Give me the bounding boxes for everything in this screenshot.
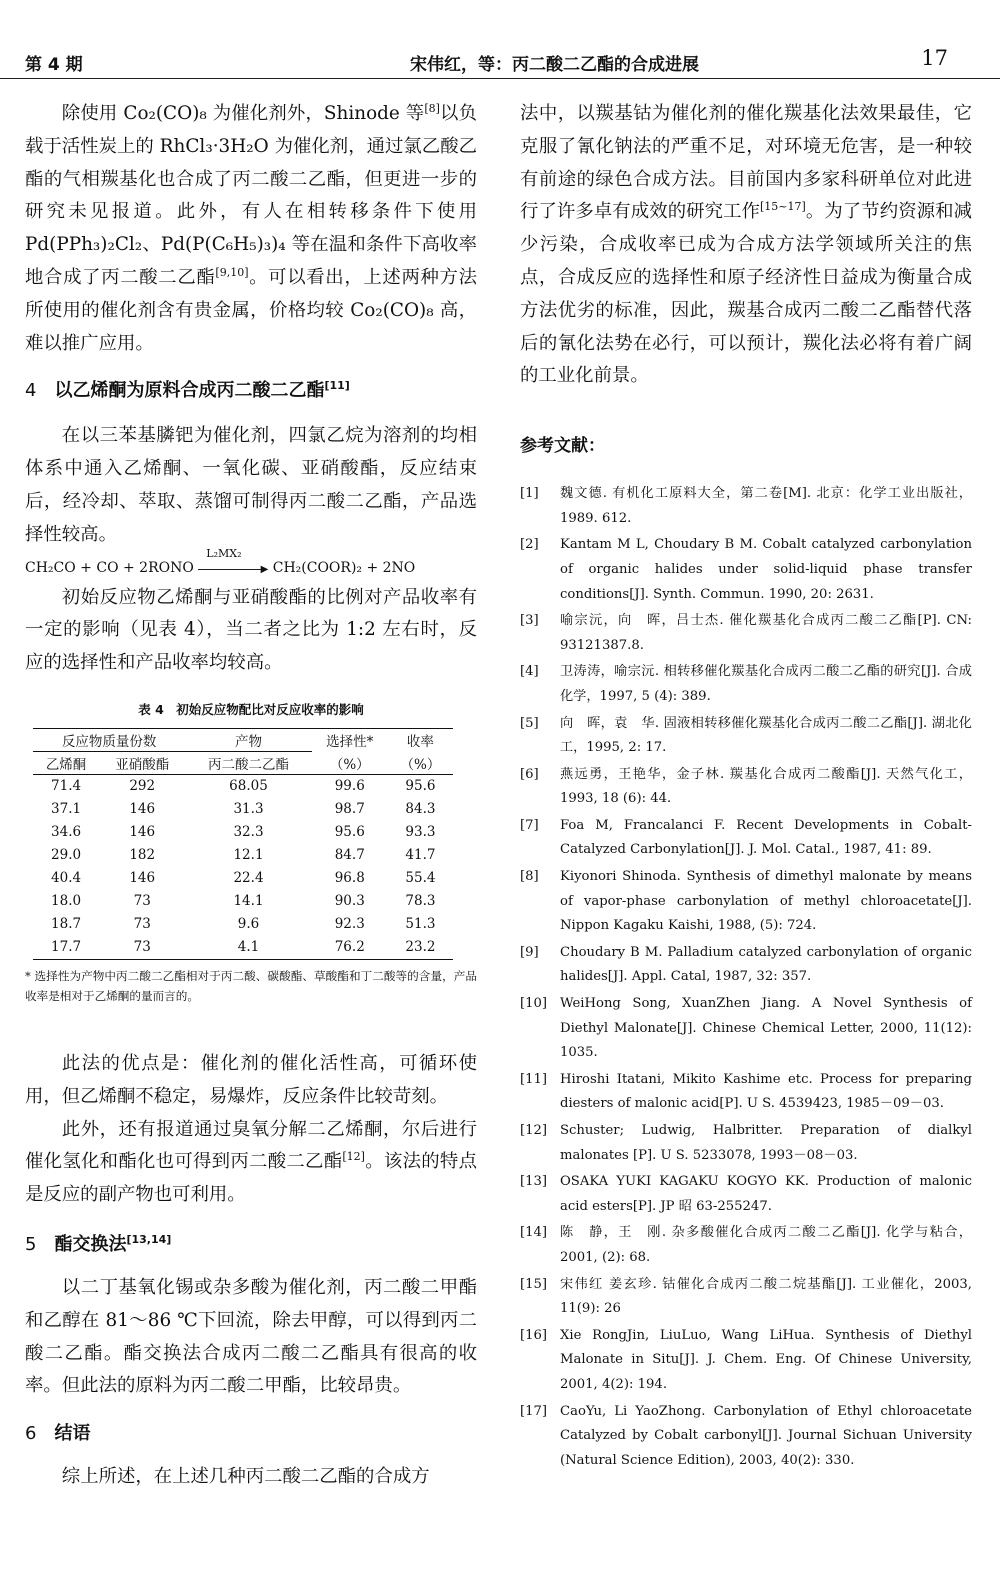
reference-number: [13] (520, 1174, 548, 1190)
reference-text: CaoYu, Li YaoZhong. Carbonylation of Ethyl chloroacetate Catalyzed by Cobalt carbonyl[J]. Journal Sichuan University (Natural Science Edition), 2003, 40(2): 330. (560, 1403, 972, 1468)
running-header (0, 44, 1000, 79)
reference-number: [14] (520, 1225, 548, 1241)
col-unit: （%） (329, 756, 370, 773)
table-row (33, 890, 453, 913)
reference-item (520, 1068, 972, 1117)
reference-text: Choudary B M. Palladium catalyzed carbonylation of organic halides[J]. Appl. Catal, 1987, 32: 357. (560, 944, 972, 985)
table-cell: 93.3 (405, 824, 436, 841)
reference-text: Kantam M L, Choudary B M. Cobalt catalyzed carbonylation of organic halides under solid-liquid phase transfer conditions[J]. Synth. Commun. 1990, 20: 2631. (560, 537, 972, 602)
table-cell: 71.4 (51, 778, 82, 795)
reference-text: 喻宗沅，向 晖，吕士杰. 催化羰基化合成丙二酸二乙酯[P]. CN: 93121387.8. (560, 613, 972, 653)
reference-number: [10] (520, 996, 548, 1012)
table-row (33, 821, 453, 844)
table-cell: 55.4 (405, 870, 436, 887)
table-cell: 146 (129, 824, 156, 841)
table-cell: 68.05 (229, 778, 268, 795)
table-cell: 32.3 (233, 824, 264, 841)
citation: [9,10] (215, 265, 249, 279)
section-4-heading: 4 以乙烯酮为原料合成丙二酸二乙酯[11] (25, 379, 350, 402)
table-cell: 18.7 (51, 916, 82, 933)
reference-number: [3] (520, 613, 539, 629)
reference-item (520, 763, 972, 812)
paragraph-ratio: 初始反应物乙烯酮与亚硝酸酯的比例对产品收率有一定的影响（见表 4），当二者之比为 1:2 左右时，反应的选择性和产品收率均较高。 (25, 586, 477, 674)
reference-text: Schuster; Ludwig, Halbritter. Preparation of dialkyl malonates [P]. U S. 5233078, 1993－08－03. (560, 1123, 972, 1163)
reference-item (520, 865, 972, 939)
reference-item (520, 941, 972, 990)
reference-number: [11] (520, 1071, 548, 1087)
reference-text: 向 晖，袁 华. 固液相转移催化羰基化合成丙二酸二乙酯[J]. 湖北化工，1995, 2: 17. (560, 715, 972, 756)
reference-text: 陈 静，王 刚. 杂多酸催化合成丙二酸二乙酯[J]. 化学与粘合，2001, (2): 68. (560, 1225, 972, 1265)
paragraph-ozonolysis: 此外，还有报道通过臭氧分解二乙烯酮，尔后进行催化氢化和酯化也可得到丙二酸二乙酯[12]。该法的特点是反应的副产物也可利用。 (25, 1118, 477, 1206)
table-row (33, 936, 453, 960)
table-cell: 34.6 (51, 824, 82, 841)
reference-number: [7] (520, 817, 539, 833)
table-footnote: * 选择性为产物中丙二酸二乙酯相对于丙二酸、碳酸酯、草酸酯和丁二酸等的含量，产品收率是相对于乙烯酮的量而言的。 (25, 968, 477, 1003)
table-row (33, 774, 453, 798)
col-group-product: 产物 (235, 733, 262, 750)
table-cell: 84.7 (334, 847, 365, 864)
table-cell: 18.0 (51, 893, 82, 910)
reference-number: [8] (520, 869, 539, 885)
table-cell: 95.6 (334, 824, 365, 841)
reference-text: 卫涛涛，喻宗沅. 相转移催化羰基化合成丙二酸二乙酯的研究[J]. 合成化学，1997, 5 (4): 389. (560, 664, 972, 704)
reaction-equation: CH₂CO + CO + 2RONO L₂MX₂ ▶ CH₂(COOR)₂ + 2NO (25, 546, 416, 576)
reference-item (520, 482, 972, 531)
reference-list (520, 482, 972, 1473)
right-column (520, 98, 972, 1475)
reference-item (520, 1170, 972, 1219)
table-cell: 84.3 (405, 801, 436, 818)
page-number: 17 (921, 46, 948, 70)
table-cell: 9.6 (237, 916, 260, 933)
reference-item (520, 1324, 972, 1398)
reaction-arrow: L₂MX₂ ▶ (198, 561, 268, 575)
citation: [12] (342, 1150, 365, 1164)
col-ketene: 乙烯酮 (45, 756, 87, 773)
table-cell: 22.4 (233, 870, 264, 887)
table-caption: 表 4 初始反应物配比对反应收率的影响 (138, 701, 364, 717)
table-body (33, 774, 453, 959)
table-row (33, 844, 453, 867)
table-cell: 73 (133, 939, 151, 956)
reference-text: Foa M, Francalanci F. Recent Developments in Cobalt-Catalyzed Carbonylation[J]. J. Mol. Catal., 1987, 41: 89. (560, 817, 972, 858)
col-selectivity: 选择性* (326, 734, 374, 751)
paragraph-ketene-method: 在以三苯基膦钯为催化剂，四氯乙烷为溶剂的均相体系中通入乙烯酮、一氧化碳、亚硝酸酯，反应结束后，经冷却、萃取、蒸馏可制得丙二酸二乙酯，产品选择性较高。 (25, 425, 477, 545)
reference-item (520, 1119, 972, 1168)
reference-number: [12] (520, 1123, 548, 1139)
col-yield: 收率 (406, 734, 434, 751)
table-cell: 90.3 (334, 893, 365, 910)
paragraph-transesterification: 以二丁基氧化锡或杂多酸为催化剂，丙二酸二甲酯和乙醇在 81～86 ℃下回流，除去甲醇，可以得到丙二酸二乙酯。酯交换法合成丙二酸二乙酯具有很高的收率。但此法的原料为丙二酸二甲酯，比较昂贵。 (25, 1276, 477, 1397)
reference-number: [5] (520, 715, 539, 731)
reference-number: [9] (520, 944, 539, 960)
table-cell: 76.2 (334, 939, 365, 956)
reference-text: Hiroshi Itatani, Mikito Kashime etc. Process for preparing diesters of malonic acid[P]. U S. 4539423, 1985－09－03. (560, 1071, 972, 1112)
reference-item (520, 609, 972, 658)
col-group-reactants: 反应物质量份数 (33, 728, 185, 751)
table-cell: 23.2 (405, 939, 436, 956)
reference-item (520, 1273, 972, 1322)
issue-number: 第 4 期 (25, 55, 83, 75)
reference-item (520, 712, 972, 761)
table-cell: 146 (129, 801, 156, 818)
reference-number: [1] (520, 486, 539, 502)
reference-number: [2] (520, 537, 539, 553)
section-5-heading: 5 酯交换法[13,14] (25, 1232, 172, 1255)
left-column (25, 98, 477, 1494)
running-title: 宋伟红，等：丙二酸二乙酯的合成进展 (410, 55, 699, 75)
table-row (33, 798, 453, 821)
section-6-heading: 6 结语 (25, 1423, 91, 1445)
reference-item (520, 1400, 972, 1474)
table-cell: 96.8 (334, 870, 365, 887)
table-4 (33, 728, 453, 960)
reference-item (520, 992, 972, 1066)
reference-item (520, 814, 972, 863)
reference-text: WeiHong Song, XuanZhen Jiang. A Novel Synthesis of Diethyl Malonate[J]. Chinese Chemical Letter, 2000, 11(12): 1035. (560, 996, 972, 1061)
reference-text: 宋伟红 姜玄珍. 钴催化合成丙二酸二烷基酯[J]. 工业催化，2003, 11(9): 26 (560, 1276, 972, 1317)
table-cell: 98.7 (334, 801, 365, 818)
col-unit: （%） (400, 756, 441, 773)
table-cell: 146 (129, 870, 156, 887)
table-cell: 14.1 (233, 893, 264, 910)
table-cell: 99.6 (334, 778, 365, 795)
table-cell: 95.6 (405, 778, 436, 795)
reference-text: Xie RongJin, LiuLuo, Wang LiHua. Synthesis of Diethyl Malonate in Situ[J]. J. Chem. Eng. Of Chinese University, 2001, 4(2): 194. (560, 1327, 972, 1392)
paragraph-catalysts: 除使用 Co₂(CO)₈ 为催化剂外，Shinode 等[8]以负载于活性炭上的 RhCl₃·3H₂O 为催化剂，通过氯乙酸乙酯的气相羰基化也合成了丙二酸二乙酯，但更进一步的研究未见报道。此外，有人在相转移条件下使用 Pd(PPh₃)₂Cl₂、Pd(P(C₆H₅)₃)₄ 等在温和条件下高收率地合成了丙二酸二乙酯[9,10]。可以看出，上述两种方法所使用的催化剂含有贵金属，价格均较 Co₂(CO)₈ 高，难以推广应用。 (25, 101, 477, 354)
table-cell: 73 (133, 916, 151, 933)
table-cell: 73 (133, 893, 151, 910)
reference-item (520, 660, 972, 709)
reference-number: [17] (520, 1403, 548, 1419)
table-cell: 31.3 (233, 801, 264, 818)
table-row (33, 867, 453, 890)
table-cell: 40.4 (51, 870, 82, 887)
table-cell: 37.1 (51, 801, 82, 818)
references-heading: 参考文献： (520, 436, 605, 457)
reference-text: Kiyonori Shinoda. Synthesis of dimethyl malonate by means of vapor-phase carbonylation of methyl chloroacetate[J]. Nippon Kagaku Kaishi, 1988, (5): 724. (560, 869, 972, 934)
reference-text: OSAKA YUKI KAGAKU KOGYO KK. Production of malonic acid esters[P]. JP 昭 63-255247. (560, 1174, 972, 1214)
table-row (33, 913, 453, 936)
table-cell: 12.1 (233, 847, 264, 864)
table-cell: 41.7 (405, 847, 436, 864)
reference-number: [6] (520, 766, 539, 782)
reference-item (520, 1221, 972, 1270)
table-cell: 51.3 (405, 916, 436, 933)
citation: [15~17] (760, 200, 806, 214)
reference-number: [4] (520, 664, 539, 680)
reference-text: 魏文德. 有机化工原料大全，第二卷[M]. 北京：化学工业出版社，1989. 612. (560, 486, 972, 526)
table-cell: 78.3 (405, 893, 436, 910)
table-cell: 182 (129, 847, 156, 864)
paragraph-advantages: 此法的优点是：催化剂的催化活性高，可循环使用，但乙烯酮不稳定，易爆炸，反应条件比较苛刻。 (25, 1052, 477, 1107)
citation: [8] (424, 101, 440, 115)
reference-text: 燕远勇，王艳华，金子林. 羰基化合成丙二酸酯[J]. 天然气化工，1993, 18 (6): 44. (560, 766, 972, 807)
table-cell: 4.1 (237, 939, 260, 956)
table-cell: 92.3 (334, 916, 365, 933)
table-cell: 29.0 (51, 847, 82, 864)
table-cell: 17.7 (51, 939, 82, 956)
paragraph-conclusion-cont: 法中，以羰基钴为催化剂的催化羰基化法效果最佳，它克服了氰化钠法的严重不足，对环境无危害，是一种较有前途的绿色合成方法。目前国内多家科研单位对此进行了许多卓有成效的研究工作[15~17]。为了节约资源和减少污染，合成收率已成为合成方法学领域所关注的焦点，合成反应的选择性和原子经济性日益成为衡量合成方法优劣的标准，因此，羰基合成丙二酸二乙酯替代落后的氰化法势在必行，可以预计，羰化法必将有着广阔的工业化前景。 (520, 103, 972, 387)
paragraph-conclusion: 综上所述，在上述几种丙二酸二乙酯的合成方 (61, 1466, 430, 1488)
col-diethyl-malonate: 丙二酸二乙酯 (185, 751, 311, 774)
reference-number: [16] (520, 1327, 548, 1343)
table-cell: 292 (129, 778, 156, 795)
reference-number: [15] (520, 1276, 548, 1292)
col-nitrite: 亚硝酸酯 (115, 756, 170, 773)
reference-item (520, 533, 972, 607)
